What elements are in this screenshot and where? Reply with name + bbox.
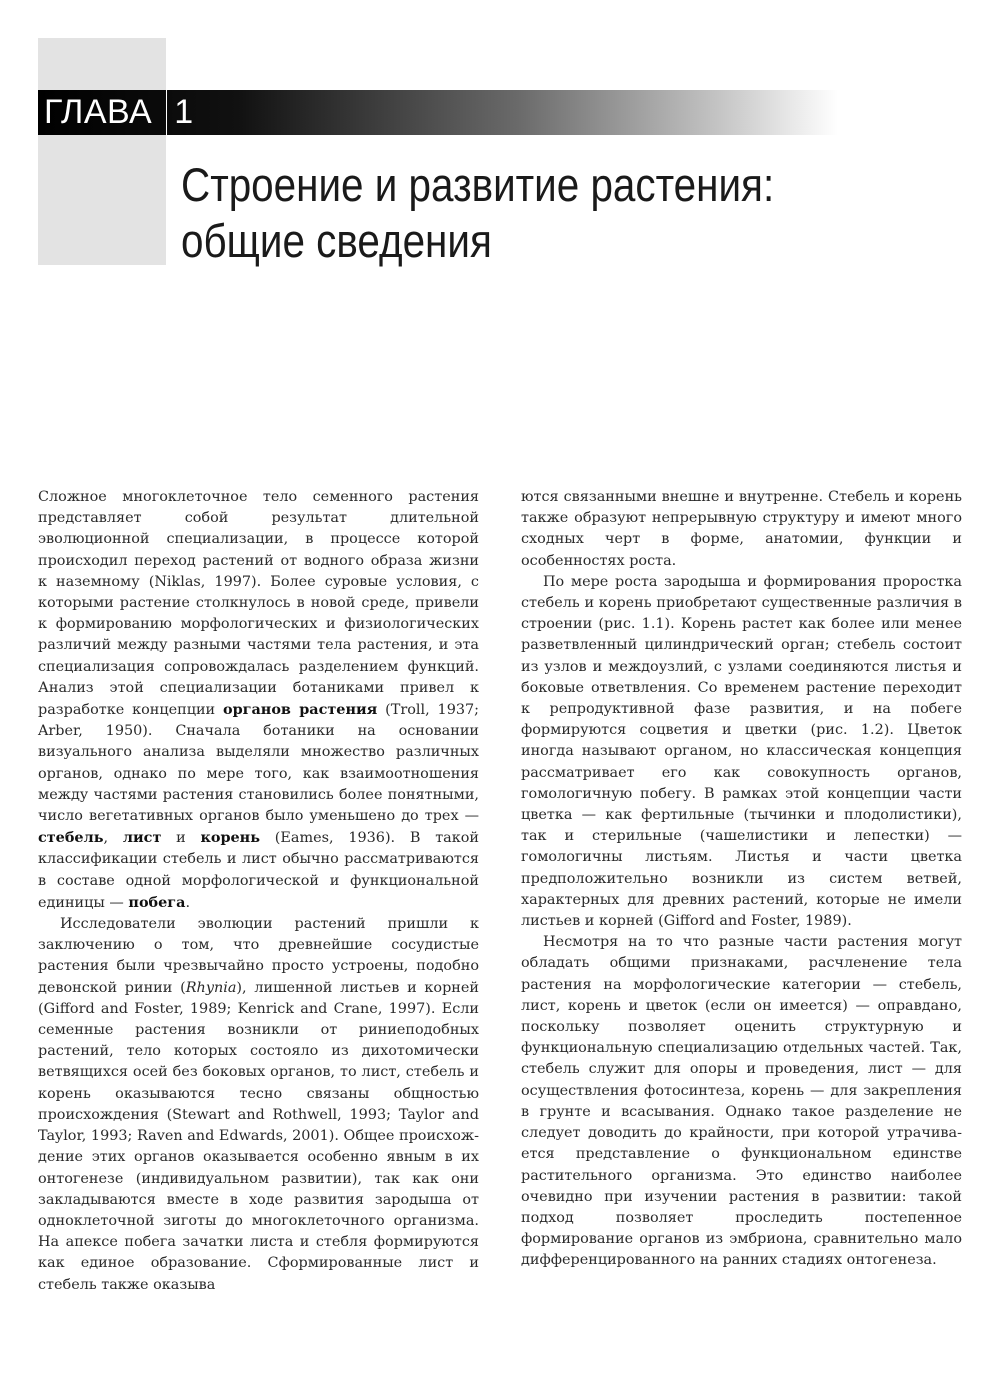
chapter-label <box>44 91 194 133</box>
header-divider <box>166 38 167 265</box>
text-run: (Eames, 1936). В такой классификации стебель и лист обычно рассматриваются в составе одной морфологической и функциональной единицы — <box>38 830 480 911</box>
text-run: . <box>185 894 191 911</box>
right-column <box>521 487 962 1272</box>
paragraph <box>38 487 479 914</box>
chapter-gray-block <box>38 38 167 265</box>
chapter-title <box>181 157 774 269</box>
chapter-number: 1 <box>174 93 194 131</box>
paragraph <box>38 914 479 1296</box>
chapter-title-line-1: Строение и развитие растения: <box>181 158 775 211</box>
chapter-word: ГЛАВА <box>44 93 153 131</box>
text-run: и <box>161 830 201 847</box>
chapter-title-line-2: общие сведения <box>181 214 492 267</box>
term-organs: органов растения <box>223 701 378 719</box>
text-run: (Troll, 1937; Arber, 1950). Сначала ботаники на основании визуального анализа выделяли множество различных органов, однако по мере того, как взаимоотношения между частями растения становились более понятными, число вегетативных органов было уменьшено до трех — <box>38 702 480 825</box>
term-rhynia: Rhynia <box>185 979 237 996</box>
paragraph: По мере роста зародыша и формирования проростка стебель и корень приобретают существенные различия в строении (рис. 1.1). Корень растет как более или менее разветвленный цилиндрический орган; стебель состоит из узлов и междоузлий, с узлами соединяются листья и боковые ответвления. Со временем растение переходит к репродуктивной фазе развития, и на побеге формируются соцветия и цветки (рис. 1.2). Цветок иногда называют органом, но классическая концепция рассматривает его как совокупность органов, гомологичную побегу. В рамках этой концепции части цветка — как фертильные (тычинки и плодолистики), так и стерильные (чашелистики и лепестки) — гомологичны листьям. Листья и части цветка предположительно возникли из систем ветвей, характерных для древних растений, которые не имели листьев и корней (Gifford and Foster, 1989). <box>521 573 962 930</box>
paragraph: ются связанными внешне и внутренне. Стебель и корень также образуют непрерывную структуру и имеют много сходных черт в форме, анатомии, функции и особенностях роста. <box>521 489 962 569</box>
paragraph: Несмотря на то что разные части растения могут обладать общими признаками, расчленение тела растения на морфологические категории — стебель, лист, корень и цветок (если он имеется) — оправдано, поскольку позволяет оценить структурную и функциональную специализацию отдельных частей. Так, стебель служит для опоры и проведения, лист — для осуществления фотосинтеза, корень — для закрепления в грунте и всасывания. Однако такое разделение не следует доводить до крайности, при которой утрачивается представление о функциональном единстве растительного организма. Это единство наиболее очевидно при изучении растения в развитии: такой подход позволяет проследить постепенное формирование органов из эмбриона, сравнительно мало дифференцированного на ранних стадиях онтогенеза. <box>521 934 962 1269</box>
term-leaf: лист <box>122 829 162 847</box>
term-shoot: побега <box>128 893 186 911</box>
text-run: , <box>103 830 123 847</box>
left-column <box>38 487 479 1296</box>
text-run: Исследователи эволюции растений пришли к заключению о том, что древнейшие сосудистые растения были чрезвычайно просто устроены, подобно девонской ринии ( <box>38 916 479 996</box>
term-root: корень <box>200 829 260 847</box>
text-run: ), лишенной листьев и корней (Gifford and Foster, 1989; Kenrick and Crane, 1997). Если семенные растения возникли от риниеподобных растений, тело которых состояло из дихотомически ветвящихся осей без боковых органов, то лист, стебель и корень оказываются тесно связаны общностью происхождения (Stewart and Rothwell, 1993; Taylor and Taylor, 1993; Raven and Edwards, 2001). Общее происхождение этих органов оказывается особенно явным в их онтогенезе (индивидуальном развитии), так как они закладываются вместе в ходе развития зародыша от одноклеточной зиготы до многоклеточного организма. На апексе побега зачатки листа и стебля формируются как единое образование. Сформированные лист и стебель также оказыва <box>38 979 479 1293</box>
term-stem: стебель <box>38 829 104 847</box>
text-run: Сложное многоклеточное тело семенного растения представляет собой результат длительной эволюционной специализации, в процессе которой происходил переход растений от водного образа жизни к наземному (Niklas, 1997). Более суровые условия, с которыми растение столкнулось в новой среде, привели к формированию морфологических и физиологических различий между разными частями тела растения, и эта специализация сопровождалась разделением функций. Анализ этой специализации ботаниками привел к разработке концепции <box>38 489 479 719</box>
